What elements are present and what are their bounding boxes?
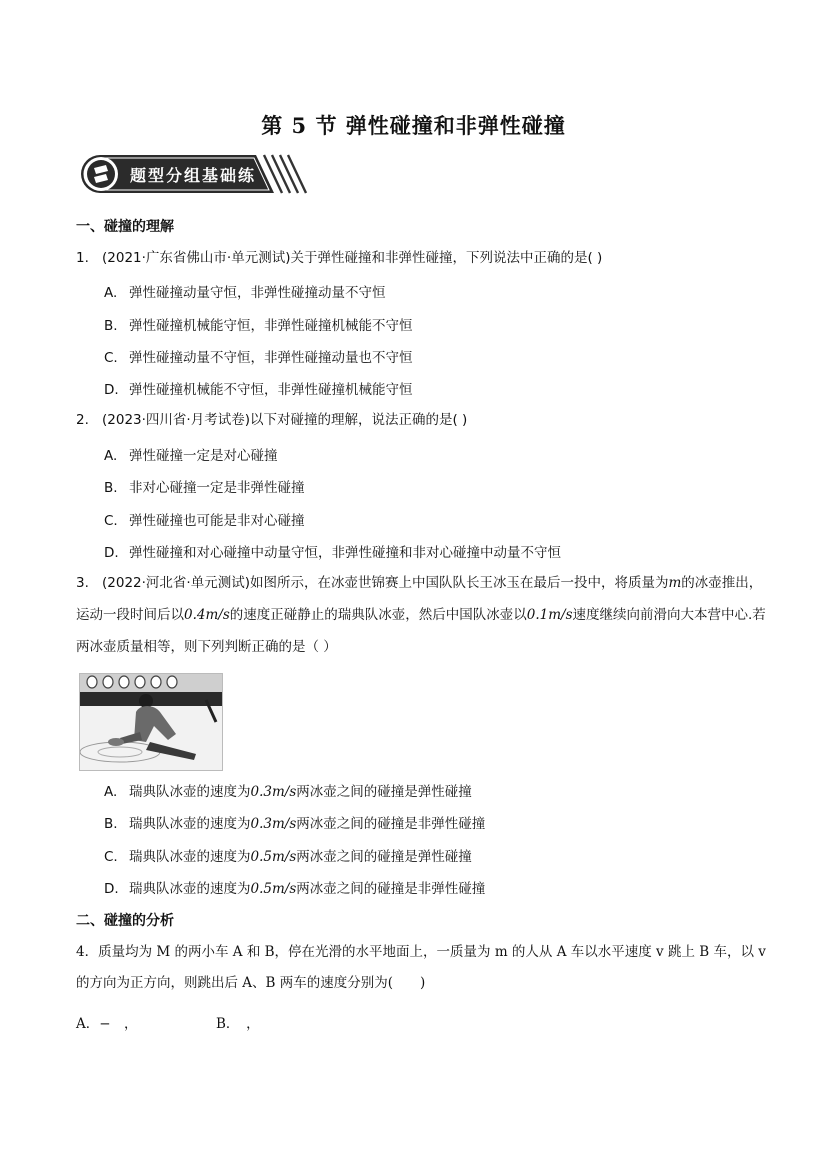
page-title: 第 5 节 弹性碰撞和非弹性碰撞 [261, 113, 566, 138]
option-2c: C. 弹性碰撞也可能是非对心碰撞 [104, 513, 305, 529]
curling-image [80, 674, 222, 770]
question-number: 3. [76, 575, 89, 591]
curling-photo [79, 673, 223, 771]
question-text: 关于弹性碰撞和非弹性碰撞，下列说法中正确的是( ) [290, 250, 603, 266]
option-2d: D. 弹性碰撞和对心碰撞中动量守恒，非弹性碰撞和非对心碰撞中动量不守恒 [104, 545, 561, 561]
option-1d: D. 弹性碰撞机械能不守恒，非弹性碰撞机械能守恒 [104, 382, 413, 398]
question-4 [76, 937, 766, 999]
option-3b: B. 瑞典队冰壶的速度为0.3m/s两冰壶之间的碰撞是非弹性碰撞 [104, 816, 486, 832]
section-heading-2: 二、碰撞的分析 [76, 913, 174, 929]
question-number: 4． [76, 944, 99, 960]
question-source: (2021·广东省佛山市·单元测试) [102, 250, 291, 266]
speed-value: 0.1m/s [526, 607, 573, 623]
speed-value: 0.4m/s [184, 607, 230, 623]
option-4b: B． ， [216, 1016, 260, 1032]
question-1 [76, 242, 766, 274]
option-1c: C. 弹性碰撞动量不守恒，非弹性碰撞动量也不守恒 [104, 350, 413, 366]
option-2a: A. 弹性碰撞一定是对心碰撞 [104, 448, 278, 464]
question-3: 3. (2022·河北省·单元测试)如图所示，在冰壶世锦赛上中国队队长王冰玉在最后一投中，将质量为m的冰壶推出，运动一段时间后以0.4m/s的速度正碰静止的瑞典队冰壶，然后中国队冰壶以0.1m/s速度继续向前滑向大本营中心.若两冰壶质量相等，则下列判断正确的是（ ） [76, 567, 766, 663]
option-3a: A. 瑞典队冰壶的速度为0.3m/s两冰壶之间的碰撞是弹性碰撞 [104, 784, 472, 800]
option-3d: D. 瑞典队冰壶的速度为0.5m/s两冰壶之间的碰撞是非弹性碰撞 [104, 881, 486, 897]
question-source: (2023·四川省·月考试卷) [102, 412, 250, 428]
question-text: 以下对碰撞的理解，说法正确的是( ) [249, 412, 468, 428]
banner-label: 题型分组基础练 [130, 166, 257, 185]
section-heading-1: 一、碰撞的理解 [76, 219, 174, 235]
option-3c: C. 瑞典队冰壶的速度为0.5m/s两冰壶之间的碰撞是弹性碰撞 [104, 849, 472, 865]
option-2b: B. 非对心碰撞一定是非弹性碰撞 [104, 480, 305, 496]
option-1b: B. 弹性碰撞机械能守恒，非弹性碰撞机械能不守恒 [104, 318, 413, 334]
section-banner [78, 151, 308, 197]
question-source: (2022·河北省·单元测试) [102, 575, 250, 591]
mass-symbol: m [668, 575, 682, 591]
question-number: 2. [76, 412, 89, 428]
question-number: 1. [76, 250, 89, 266]
question-text: 质量均为 M 的两小车 A 和 B，停在光滑的水平地面上，一质量为 m 的人从 A 车以水平速度 v 跳上 B 车，以 v 的方向为正方向，则跳出后 A、B 两车的速度分别为( ) [76, 944, 766, 991]
option-4a: A．− ， [76, 1016, 138, 1032]
question-2 [76, 404, 766, 436]
option-1a: A. 弹性碰撞动量守恒，非弹性碰撞动量不守恒 [104, 285, 386, 301]
